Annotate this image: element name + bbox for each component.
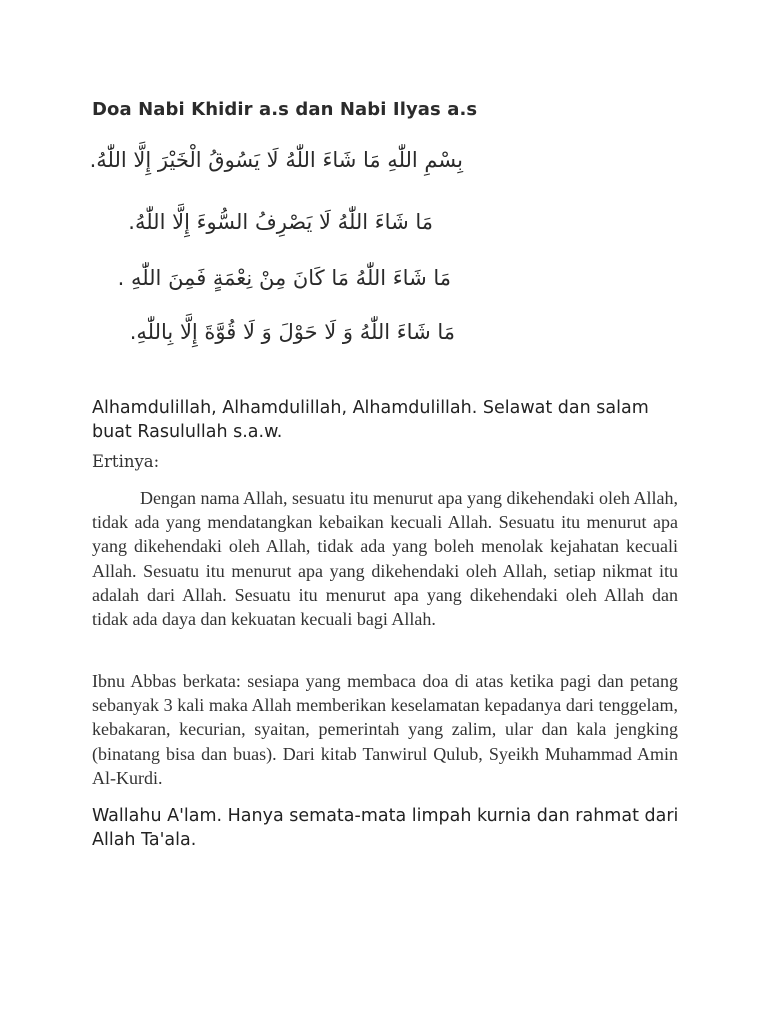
intro-paragraph: Alhamdulillah, Alhamdulillah, Alhamdulillah. Selawat dan salam buat Rasulullah s.a.w.	[92, 398, 649, 442]
arabic-line-3: مَا شَاءَ اللّٰهُ مَا كَانَ مِنْ نِعْمَةٍ فَمِنَ اللّٰهِ .	[117, 266, 451, 290]
ertinya-label: Ertinya:	[92, 452, 160, 471]
arabic-line-4: مَا شَاءَ اللّٰهُ وَ لَا حَوْلَ وَ لَا قُوَّةَ إِلَّا بِاللّٰهِ.	[129, 320, 455, 344]
arabic-line-2: مَا شَاءَ اللّٰهُ لَا يَصْرِفُ السُّوءَ إِلَّا اللّٰهُ.	[128, 210, 433, 234]
doc-title: Doa Nabi Khidir a.s dan Nabi Ilyas a.s	[92, 99, 478, 120]
arabic-line-1: بِسْمِ اللّٰهِ مَا شَاءَ اللّٰهُ لَا يَسُوقُ الْخَيْرَ إِلَّا اللّٰهُ.	[89, 148, 463, 172]
closing-paragraph: Wallahu A'lam. Hanya semata-mata limpah kurnia dan rahmat dari Allah Ta'ala.	[92, 806, 679, 850]
arabic-doa-image	[89, 140, 463, 368]
translation-paragraph: Dengan nama Allah, sesuatu itu menurut apa yang dikehendaki oleh Allah, tidak ada yang mendatangkan kebaikan kecuali Allah. Sesuatu itu menurut apa yang dikehendaki oleh Allah, tidak ada yang boleh menolak kejahatan kecuali Allah. Sesuatu itu menurut apa yang dikehendaki oleh Allah, setiap nikmat itu adalah dari Allah. Sesuatu itu menurut apa yang dikehendaki oleh Allah dan tidak ada daya dan kekuatan kecuali bagi Allah.	[92, 488, 678, 630]
ibnu-abbas-paragraph: Ibnu Abbas berkata: sesiapa yang membaca doa di atas ketika pagi dan petang sebanyak 3 kali maka Allah memberikan keselamatan kepadanya dari tenggelam, kebakaran, kecurian, syaitan, pemerintah yang zalim, ular dan kala jengking (binatang bisa dan buas). Dari kitab Tanwirul Qulub, Syeikh Muhammad Amin Al-Kurdi.	[92, 671, 678, 788]
